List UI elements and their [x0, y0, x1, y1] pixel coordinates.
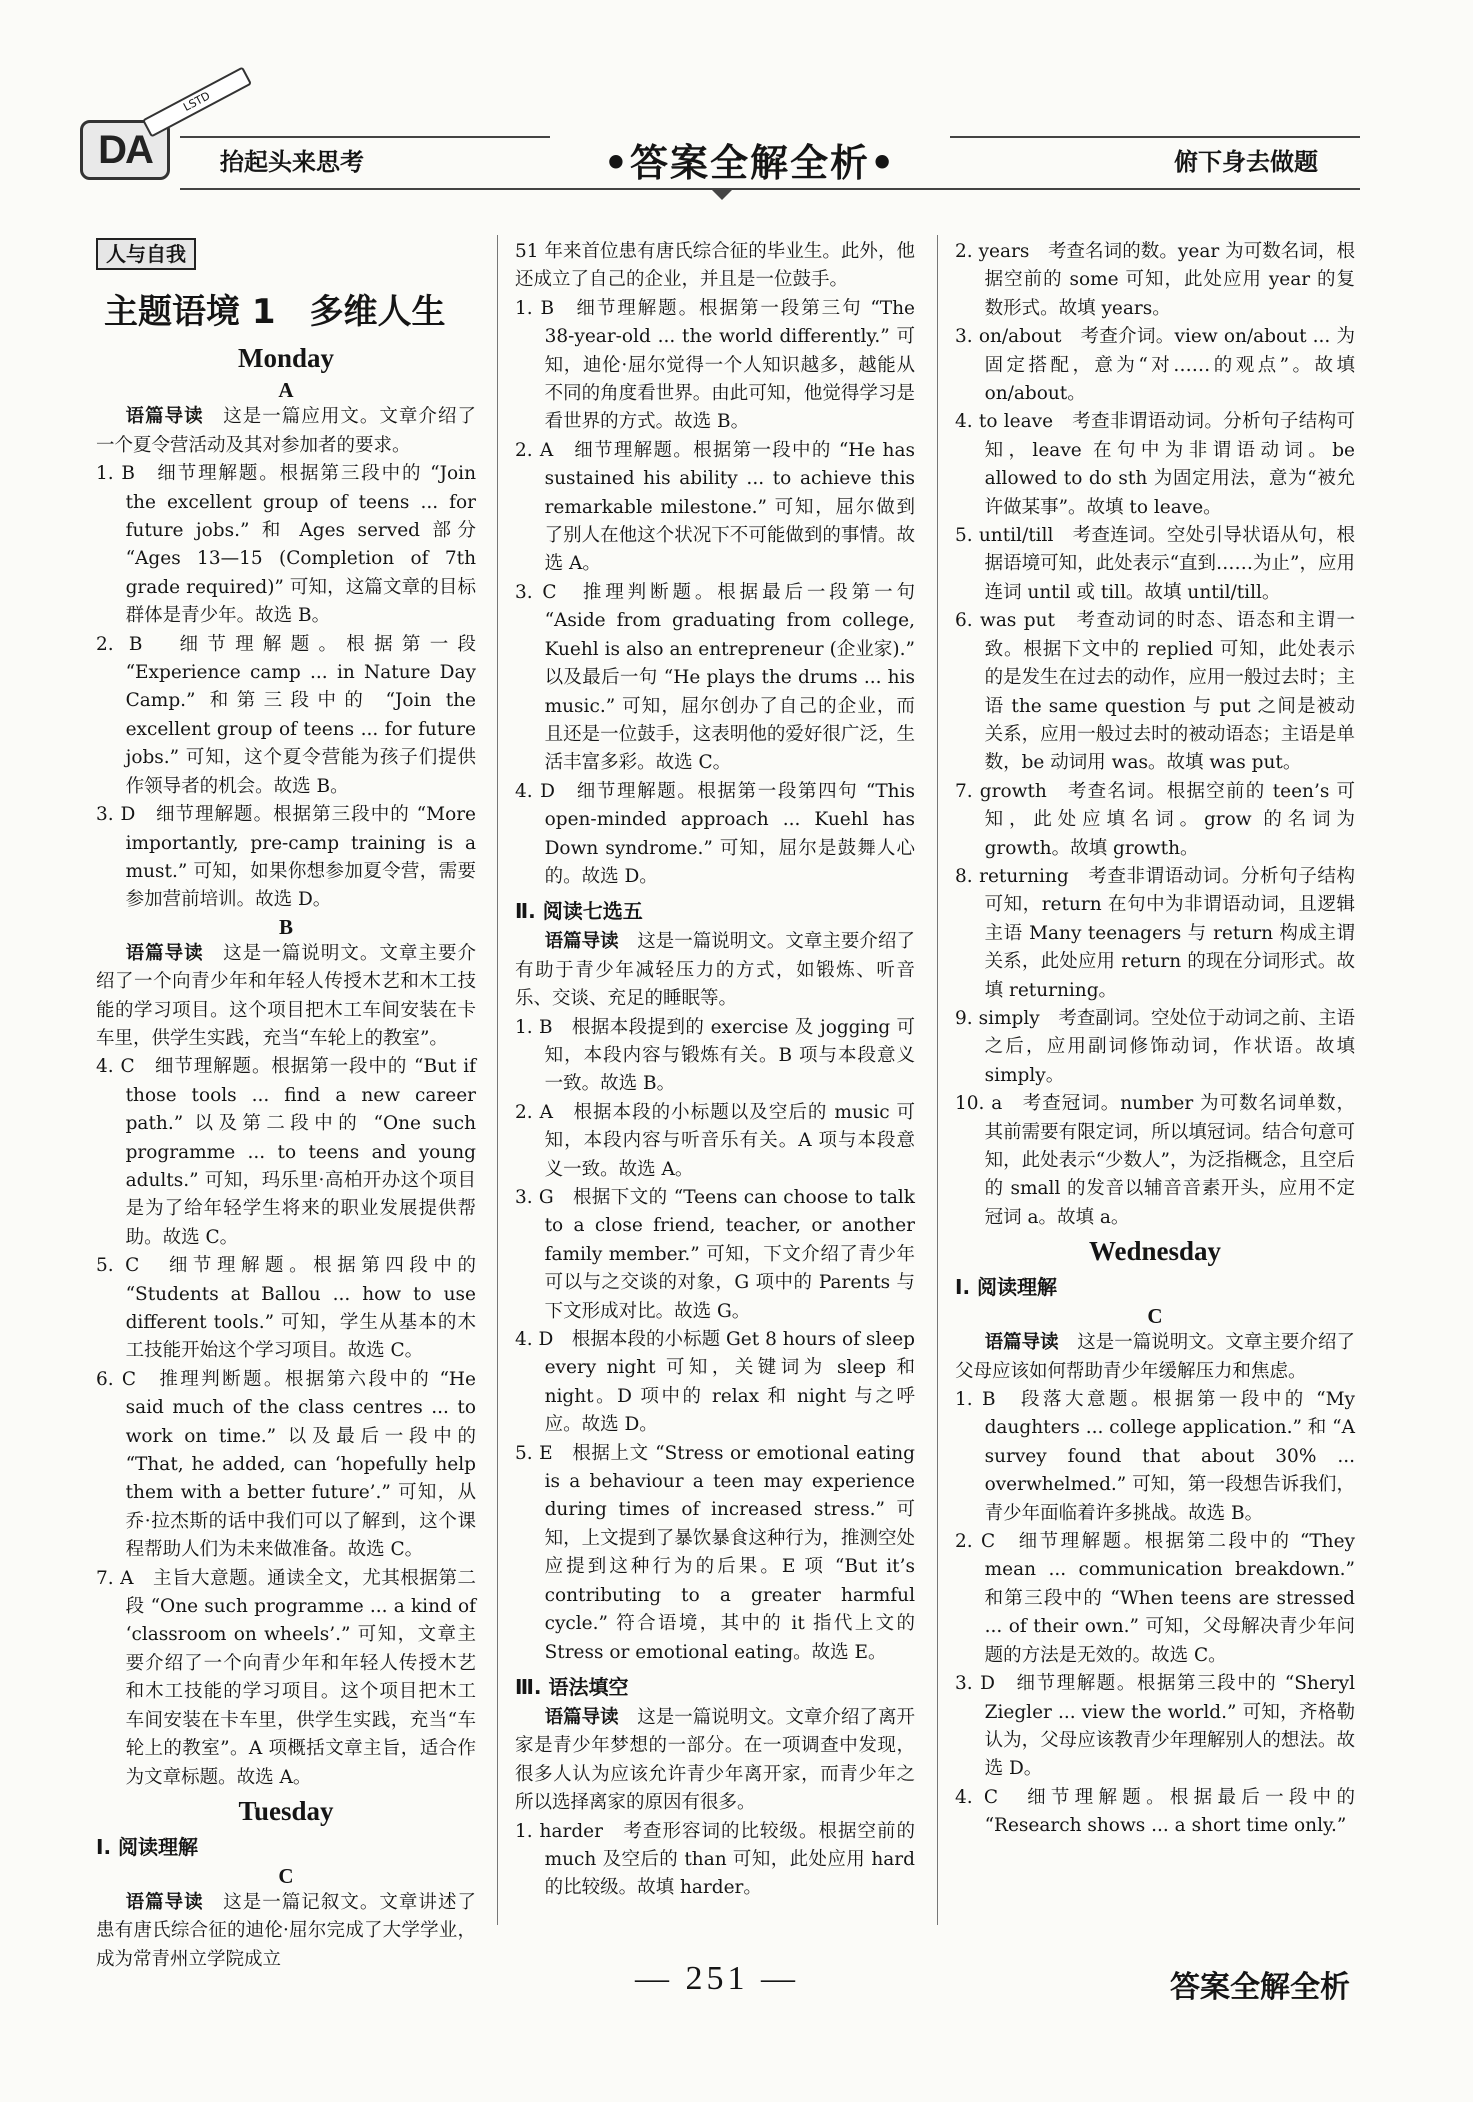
section-heading: Ⅲ. 语法填空	[515, 1674, 629, 1699]
passage-intro	[96, 940, 476, 1054]
intro-text: 这是一篇说明文。文章主要介绍了一个向青少年和年轻人传授木艺和木工技能的学习项目。这个项目把木工车间安装在卡车里，供学生实践，充当“车轮上的教室”。	[96, 942, 476, 1049]
answer-item: 4. D 根据本段的小标题 Get 8 hours of sleep every night 可知，关键词为 sleep 和 night。D 项中的 relax 和 night 与之呼应。故选 D。	[515, 1329, 915, 1436]
footer-title: 答案全解全析	[1170, 1970, 1350, 2005]
theme-title: 主题语境 1 多维人生	[104, 292, 446, 333]
header-left-slogan: 抬起头来思考	[220, 148, 364, 176]
passage-intro	[515, 1704, 915, 1818]
answer-column-2	[515, 238, 915, 1903]
intro-heading: 语篇导读	[984, 1332, 1059, 1354]
intro-heading: 语篇导读	[125, 406, 204, 428]
answer-item: 5. E 根据上文 “Stress or emotional eating is a behaviour a teen may experience during times of increased stress.” 可知，上文提到了暴饮暴食这种行为，推测空处应提到这种行为的后果。E 项 “But it’s contributing to a greater harmful cycle.” 符合语境，其中的 it 指代上文的 Stress or emotional eating。故选 E。	[515, 1442, 915, 1663]
paragraph: 51 年来首位患有唐氏综合征的毕业生。此外，他还成立了自己的企业，并且是一位鼓手。	[515, 241, 915, 291]
answer-item: 4. C 细节理解题。根据第一段中的 “But if those tools ... find a new career path.” 以及第二段中的 “One such programme ... to teens and young adults.” 可知，玛乐里·高柏开办这个项目是为了给年轻学生将来的职业发展提供帮助。故选 C。	[96, 1056, 476, 1248]
intro-text: 这是一篇记叙文。文章讲述了患有唐氏综合征的迪伦·屈尔完成了大学学业，成为常青州立学院成立	[96, 1891, 476, 1970]
answer-item: 3. D 细节理解题。根据第三段中的 “More importantly, pre-camp training is a must.” 可知，如果你想参加夏令营，需要参加营前培训。故选 D。	[96, 804, 476, 911]
intro-text: 这是一篇说明文。文章主要介绍了父母应该如何帮助青少年缓解压力和焦虑。	[955, 1332, 1355, 1382]
page-number: — 251 —	[635, 1960, 799, 1997]
passage-letter: B	[278, 914, 293, 939]
answer-item: 3. C 推理判断题。根据最后一段第一句 “Aside from graduating from college, Kuehl is also an entrepreneur (企业家).” 以及最后一句 “He plays the drums ... his music.” 可知，屈尔创办了自己的企业，而且还是一位鼓手，这表明他的爱好很广泛，生活丰富多彩。故选 C。	[515, 581, 915, 774]
intro-text: 这是一篇说明文。文章介绍了离开家是青少年梦想的一部分。在一项调查中发现，很多人认为应该允许青少年离开家，而青少年之所以选择离家的原因有很多。	[515, 1706, 915, 1814]
answer-item: 4. C 细节理解题。根据最后一段中的 “Research shows ... a short time only.”	[955, 1786, 1355, 1837]
section-heading: Ⅰ. 阅读理解	[955, 1275, 1058, 1300]
header-arrow-icon	[710, 188, 734, 200]
answer-item: 4. to leave 考查非谓语动词。分析句子结构可知，leave 在句中为非谓语动词。be allowed to do sth 为固定用法，意为“被允许做某事”。故填 to leave。	[955, 411, 1355, 518]
answer-item: 10. a 考查冠词。number 为可数名词单数，其前需要有限定词，所以填冠词。结合句意可知，此处表示“少数人”，为泛指概念，且空后的 small 的发音以辅音音素开头，应用不定冠词 a。故填 a。	[955, 1093, 1356, 1228]
answer-item: 2. C 细节理解题。根据第二段中的 “They mean ... communication breakdown.” 和第三段中的 “When teens are stressed ... of their own.” 可知，父母解决青少年问题的方法是无效的。故选 C。	[955, 1531, 1355, 1666]
answer-item: 5. until/till 考查连词。空处引导状语从句，根据语境可知，此处表示“直到……为止”，应用连词 until 或 till。故填 until/till。	[955, 525, 1356, 603]
passage-letter: A	[278, 378, 294, 403]
header-right-slogan: 俯下身去做题	[1174, 148, 1318, 176]
answer-item: 1. harder 考查形容词的比较级。根据空前的 much 及空后的 than 可知，此处应用 hard 的比较级。故填 harder。	[515, 1820, 915, 1899]
section-heading: Ⅱ. 阅读七选五	[515, 899, 643, 924]
answer-item: 7. growth 考查名词。根据空前的 teen’s 可知，此处应填名词。grow 的名词为 growth。故填 growth。	[955, 780, 1355, 859]
column-divider	[937, 235, 938, 1925]
passage-intro	[955, 1329, 1355, 1386]
header-rule-bottom	[180, 188, 1360, 190]
answer-item: 3. on/about 考查介词。view on/about ... 为固定搭配，意为“对……的观点”。故填 on/about。	[955, 326, 1355, 405]
header-title: •答案全解全析•	[550, 132, 950, 182]
intro-heading: 语篇导读	[544, 1706, 619, 1728]
page-header	[80, 80, 1360, 190]
answer-item: 3. G 根据下文的 “Teens can choose to talk to a close friend, teacher, or another family member.” 可知，下文介绍了青少年可以与之交谈的对象，G 项中的 Parents 与下文形成对比。故选 G。	[515, 1187, 915, 1322]
answer-column-1	[96, 238, 476, 1974]
answer-item: 6. C 推理判断题。根据第六段中的 “He said much of the class centres ... to work on time.” 以及最后一段中的 “That, he added, can ‘hopefully help them with a better future’.” 可知，从乔·拉杰斯的话中我们可以了解到，这个课程帮助人们为未来做准备。故选 C。	[96, 1368, 476, 1561]
section-heading: Ⅰ. 阅读理解	[96, 1834, 199, 1859]
passage-letter: C	[1147, 1304, 1163, 1329]
page-footer	[80, 1960, 1360, 2020]
day-heading: Wednesday	[1088, 1236, 1222, 1267]
intro-text: 这是一篇说明文。文章主要介绍了有助于青少年减轻压力的方式，如锻炼、听音乐、交谈、充足的睡眠等。	[515, 931, 915, 1010]
answer-item: 2. B 细节理解题。根据第一段 “Experience camp ... in Nature Day Camp.” 和第三段中的 “Join the excellent group of teens ... for future jobs.” 可知，这个夏令营能为孩子们提供作领导者的机会。故选 B。	[96, 633, 476, 797]
answer-item: 7. A 主旨大意题。通读全文，尤其根据第二段 “One such programme ... a kind of ‘classroom on wheels’.” 可知，文章主要介绍了一个向青少年和年轻人传授木艺和木工技能的学习项目。这个项目把木工车间安装在卡车里，供学生实践，充当“车轮上的教室”。A 项概括文章主旨，适合作为文章标题。故选 A。	[96, 1567, 476, 1788]
passage-letter: C	[278, 1863, 294, 1888]
section-tag: 人与自我	[96, 238, 196, 270]
answer-item: 1. B 细节理解题。根据第三段中的 “Join the excellent group of teens ... for future jobs.” 和 Ages served 部分 “Ages 13—15 (Completion of 7th grade required)” 可知，这篇文章的目标群体是青少年。故选 B。	[96, 463, 476, 627]
answer-item: 1. B 根据本段提到的 exercise 及 jogging 可知，本段内容与锻炼有关。B 项与本段意义一致。故选 B。	[515, 1016, 915, 1095]
answer-item: 1. B 段落大意题。根据第一段中的 “My daughters ... college application.” 和 “A survey found that about 30% ... overwhelmed.” 可知，第一段想告诉我们，青少年面临着许多挑战。故选 B。	[955, 1389, 1355, 1524]
answer-item: 2. A 细节理解题。根据第一段中的 “He has sustained his ability ... to achieve this remarkable milestone.” 可知，屈尔做到了别人在他这个状况下不可能做到的事情。故选 A。	[515, 439, 915, 575]
passage-intro	[96, 403, 476, 460]
intro-heading: 语篇导读	[544, 931, 619, 953]
column-divider	[497, 235, 498, 1925]
intro-heading: 语篇导读	[125, 1891, 204, 1913]
day-heading: Monday	[237, 343, 335, 374]
intro-heading: 语篇导读	[125, 942, 204, 964]
answer-item: 4. D 细节理解题。根据第一段第四句 “This open-minded approach ... Kuehl has Down syndrome.” 可知，屈尔是鼓舞人心的。故选 D。	[515, 780, 915, 887]
answer-item: 9. simply 考查副词。空处位于动词之前、主语之后，应用副词修饰动词，作状语。故填 simply。	[955, 1007, 1355, 1086]
day-heading: Tuesday	[238, 1795, 334, 1826]
answer-item: 3. D 细节理解题。根据第三段中的 “Sheryl Ziegler ... view the world.” 可知，齐格勒认为，父母应该教青少年理解别人的想法。故选 D。	[955, 1673, 1355, 1780]
answer-item: 1. B 细节理解题。根据第一段第三句 “The 38-year-old ... the world differently.” 可知，迪伦·屈尔觉得一个人知识越多，越能从不同的角度看世界。由此可知，他觉得学习是看世界的方式。故选 B。	[515, 297, 915, 433]
answer-item: 2. A 根据本段的小标题以及空后的 music 可知，本段内容与听音乐有关。A 项与本段意义一致。故选 A。	[515, 1101, 915, 1180]
answer-item: 5. C 细节理解题。根据第四段中的 “Students at Ballou ... how to use different tools.” 可知，学生从基本的木工技能开始这个学习项目。故选 C。	[96, 1255, 476, 1362]
passage-intro	[515, 928, 915, 1013]
answer-column-3	[955, 238, 1355, 1841]
intro-text: 这是一篇应用文。文章介绍了一个夏令营活动及其对参加者的要求。	[96, 406, 476, 456]
answer-item: 6. was put 考查动词的时态、语态和主谓一致。根据下文中的 replied 可知，此处表示的是发生在过去的动作，应用一般过去时；主语 the same question 与 put 之间是被动关系，应用一般过去时的被动语态；主语是单数，be 动词用 was。故填 was put。	[955, 610, 1355, 774]
answer-item: 8. returning 考查非谓语动词。分析句子结构可知，return 在句中为非谓语动词，且逻辑主语 Many teenagers 与 return 构成主谓关系，此处应用 return 的现在分词形式。故填 returning。	[955, 865, 1355, 1001]
da-logo: DA	[80, 120, 170, 180]
pencil-icon: LSTD	[142, 66, 252, 137]
section-tag-row	[96, 238, 476, 270]
answer-item: 2. years 考查名词的数。year 为可数名词，根据空前的 some 可知，此处应用 year 的复数形式。故填 years。	[955, 241, 1355, 319]
